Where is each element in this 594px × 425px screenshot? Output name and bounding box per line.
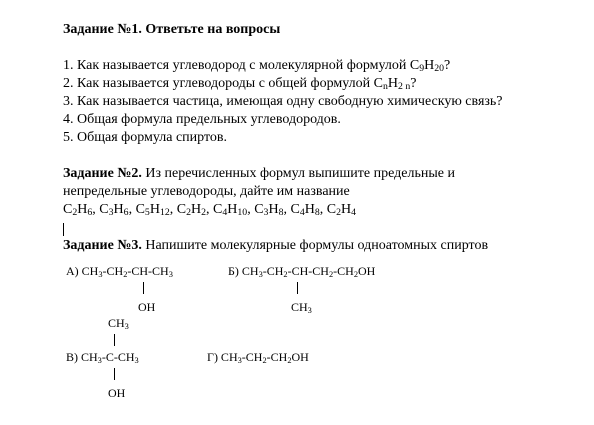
task1-question-5: 5. Общая формула спиртов. xyxy=(63,130,228,145)
formula-item: $C_5H_{12}$ xyxy=(135,202,170,218)
task1-question-2: 2. Как называется углеводороды с общей формулой $C_nH_{2 n}$? xyxy=(63,76,417,92)
formula-separator: , xyxy=(169,202,177,217)
task2-formula-list xyxy=(63,202,356,218)
formula-separator: , xyxy=(247,202,255,217)
task1-question-1: 1. Как называется углеводород с молекулярной формулой $C_9H_{20}$? xyxy=(63,58,451,74)
formula-separator: , xyxy=(283,202,291,217)
formula-item: $C_3H_8$ xyxy=(254,202,284,218)
formula-b: Б) $CH_3-CH_2-CH-CH_2-CH_2OH$ xyxy=(228,264,376,279)
task1-question-3: 3. Как называется частица, имеющая одну свободную химическую связь? xyxy=(63,94,503,109)
formula-item: $C_2H_6$ xyxy=(63,202,93,218)
task1-question-4: 4. Общая формула предельных углеводородов. xyxy=(63,112,341,127)
bond-line-v-bottom xyxy=(114,368,115,380)
text-cursor xyxy=(63,223,64,236)
bond-line-b xyxy=(297,282,298,294)
formula-item: $C_4H_{10}$ xyxy=(213,202,248,218)
formula-a: А) $CH_3-CH_2-CH-CH_3$ xyxy=(66,264,173,279)
task2-title: Задание №2. Из перечисленных формул выпишите предельные и xyxy=(63,166,455,181)
formula-a-substituent: OH xyxy=(138,300,156,314)
formula-v-top: $CH_3$ xyxy=(108,316,129,331)
formula-separator: , xyxy=(128,202,136,217)
formula-item: $C_3H_6$ xyxy=(99,202,129,218)
formula-v-substituent: OH xyxy=(108,386,126,400)
formula-g: Г) $CH_3-CH_2-CH_2OH$ xyxy=(207,350,309,365)
task3-title: Задание №3. Напишите молекулярные формулы одноатомных спиртов xyxy=(63,238,489,253)
bond-line-a xyxy=(143,282,144,294)
formula-item: $C_2H_2$ xyxy=(176,202,207,218)
formula-separator: , xyxy=(206,202,214,217)
formula-separator: , xyxy=(92,202,100,217)
bond-line-v-top xyxy=(114,334,115,346)
formula-item: $C_2H_4$ xyxy=(326,202,357,218)
task1-title: Задание №1. Ответьте на вопросы xyxy=(63,22,281,37)
formula-b-substituent: $CH_3$ xyxy=(291,300,312,315)
formula-separator: , xyxy=(319,202,327,217)
task2-title-line2: непредельные углеводороды, дайте им название xyxy=(63,184,350,199)
formula-item: $C_4H_8$ xyxy=(290,202,320,218)
formula-v: В) $CH_3-C-CH_3$ xyxy=(66,350,139,365)
